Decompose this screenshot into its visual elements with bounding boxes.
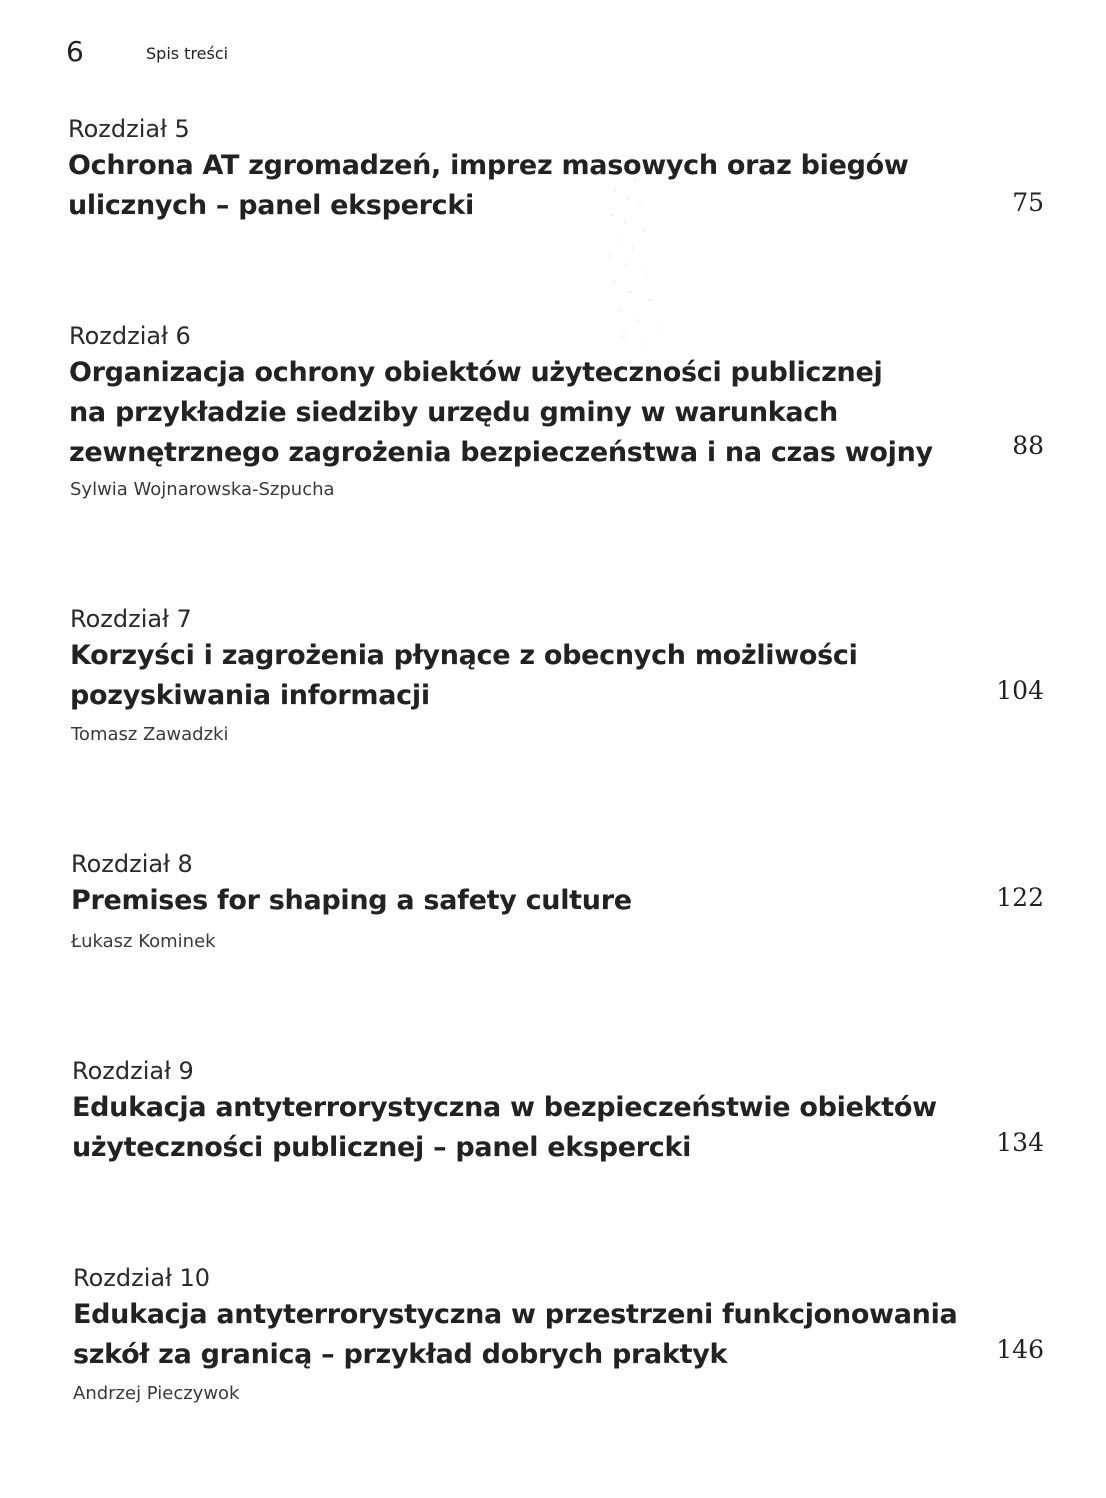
chapter-title-line: użyteczności publicznej – panel ekspercki <box>72 1132 692 1163</box>
page-number: 6 <box>66 35 84 68</box>
chapter-label: Rozdział 5 <box>68 115 190 143</box>
chapter-title-line: ulicznych – panel ekspercki <box>68 190 474 221</box>
running-title: Spis treści <box>146 44 229 63</box>
chapter-label: Rozdział 10 <box>73 1264 211 1292</box>
chapter-title[interactable] <box>70 636 858 716</box>
chapter-title-line: Edukacja antyterrorystyczna w bezpieczeństwie obiektów <box>72 1092 937 1123</box>
page-reference[interactable]: 134 <box>996 1128 1044 1157</box>
chapter-title-line: Edukacja antyterrorystyczna w przestrzeni funkcjonowania <box>73 1299 958 1330</box>
chapter-author: Andrzej Pieczywok <box>73 1383 240 1404</box>
chapter-title-line: Ochrona AT zgromadzeń, imprez masowych oraz biegów <box>68 150 909 181</box>
scan-speckle <box>600 160 680 350</box>
chapter-title-line: na przykładzie siedziby urzędu gminy w warunkach <box>69 397 838 428</box>
chapter-label: Rozdział 8 <box>71 850 193 878</box>
chapter-title-line: szkół za granicą – przykład dobrych praktyk <box>73 1339 728 1370</box>
chapter-label: Rozdział 7 <box>70 605 192 633</box>
chapter-author: Sylwia Wojnarowska-Szpucha <box>70 479 335 500</box>
chapter-author: Łukasz Kominek <box>71 931 216 952</box>
chapter-title[interactable] <box>72 1088 937 1168</box>
chapter-title[interactable] <box>69 353 933 473</box>
chapter-title-line: Korzyści i zagrożenia płynące z obecnych możliwości <box>70 640 858 671</box>
chapter-title[interactable] <box>71 881 632 921</box>
page-reference[interactable]: 75 <box>1012 188 1044 217</box>
page-reference[interactable]: 88 <box>1012 431 1044 460</box>
chapter-title-line: zewnętrznego zagrożenia bezpieczeństwa i na czas wojny <box>69 437 933 468</box>
chapter-title[interactable] <box>73 1295 957 1375</box>
page-reference[interactable]: 146 <box>996 1335 1044 1364</box>
page-reference[interactable]: 104 <box>996 676 1044 705</box>
page-reference[interactable]: 122 <box>996 883 1044 912</box>
chapter-author: Tomasz Zawadzki <box>71 724 229 745</box>
chapter-title[interactable] <box>68 146 909 226</box>
chapter-label: Rozdział 9 <box>72 1057 194 1085</box>
chapter-title-line: Organizacja ochrony obiektów użyteczności publicznej <box>69 357 883 388</box>
chapter-title-line: pozyskiwania informacji <box>70 680 430 711</box>
chapter-title-line: Premises for shaping a safety culture <box>71 885 632 916</box>
chapter-label: Rozdział 6 <box>69 322 191 350</box>
